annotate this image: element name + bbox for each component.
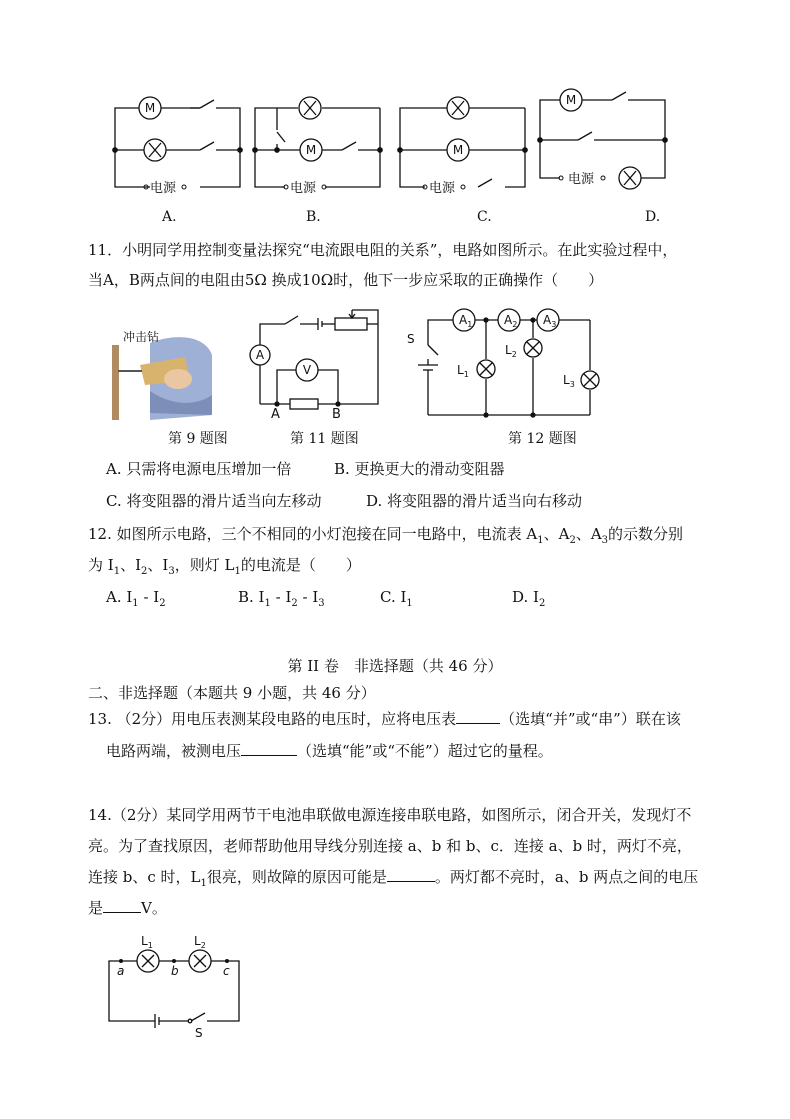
drill-label: 冲击钻 (123, 330, 160, 344)
fig9-caption: 第 9 题图 (168, 431, 228, 447)
svg-text:L1: $L_1$ (141, 934, 153, 950)
fig11-voltmeter-label: V (302, 363, 312, 377)
ammeter-a3-label: A (543, 313, 552, 327)
power-label: 电源 (429, 181, 456, 196)
svg-text:L3: $L_3$ (563, 373, 575, 389)
q14-line3: 连接 b、c 时，$L_1$很亮，则故障的原因可能是 。两灯都不亮时，a、b 两点之间的电压 (88, 868, 699, 889)
q14-line4: 是 V。 (88, 899, 167, 917)
answer-blank[interactable] (241, 741, 297, 756)
q12-stem-line2: 为 $I_1$、$I_2$、$I_3$，则灯 $L_1$的电流是（ ） (88, 556, 361, 577)
point-a-label: a (117, 964, 125, 978)
switch-s-label: S (195, 1026, 203, 1040)
power-label: 电源 (150, 181, 177, 196)
q12-stem-line1: 12. 如图所示电路，三个不相同的小灯泡接在同一电路中，电流表 $A_1$、$A_2$、$A_3$的示数分别 (88, 525, 684, 546)
q13-line2: 电路两端，被测电压 （选填“能”或“不能”）超过它的量程。 (106, 742, 553, 760)
q11-option-d: D. 将变阻器的滑片适当向右移动 (366, 492, 583, 510)
point-b-label: b (171, 964, 179, 978)
circuit-option-c (398, 97, 527, 187)
ammeter-a2-label: A (504, 313, 513, 327)
svg-text:A3: $A_3$ (543, 313, 557, 329)
svg-text:L2: $L_2$ (194, 934, 206, 950)
circuit-option-d (538, 89, 667, 189)
svg-text:L2: $L_2$ (505, 343, 517, 359)
power-label: 电源 (290, 181, 317, 196)
power-label: 电源 (568, 172, 595, 187)
option-d-label: D. (645, 209, 661, 225)
q13-line1: 13. （2分）用电压表测某段电路的电压时，应将电压表 （选填“并”或“串”）联在该 (88, 710, 681, 728)
option-c-label: C. (477, 209, 492, 225)
fig11-ammeter-label: A (255, 348, 265, 362)
lamp-l1-label: L (141, 934, 148, 948)
motor-label: M (452, 143, 464, 157)
circuit-option-a (113, 97, 242, 187)
option-a-label: A. (162, 209, 177, 225)
fig11-circuit (250, 310, 378, 409)
svg-text:A1: $A_1$ (459, 313, 473, 329)
point-c-label: c (223, 964, 230, 978)
q12-option-c: C. $I_1$ (380, 588, 413, 609)
lamp-l3-label: L (563, 373, 570, 387)
lamp-l1-label: L (457, 363, 464, 377)
fig12-switch-label: S (407, 332, 415, 346)
motor-label: M (305, 143, 317, 157)
lamp-l2-label: L (505, 343, 512, 357)
fig11-point-b: B (332, 407, 341, 422)
impact-drill-image (112, 337, 212, 420)
section-subtitle: 二、非选择题（本题共 9 小题，共 46 分） (88, 684, 376, 702)
q14-line1: 14.（2分）某同学用两节干电池串联做电源连接串联电路，如图所示，闭合开关，发现灯不 (88, 806, 692, 824)
motor-label: M (144, 101, 156, 115)
motor-label: M (565, 93, 577, 107)
q11-stem-line1: 11．小明同学用控制变量法探究“电流跟电阻的关系”，电路如图所示。在此实验过程中， (88, 241, 678, 259)
q11-option-b: B. 更换更大的滑动变阻器 (334, 460, 505, 478)
answer-blank[interactable] (456, 709, 500, 724)
answer-blank[interactable] (387, 867, 435, 882)
ammeter-a1-label: A (459, 313, 468, 327)
q11-stem-line2: 当A，B两点间的电阻由5Ω 换成10Ω时，他下一步应采取的正确操作（ ） (88, 271, 604, 289)
q11-option-a: A. 只需将电源电压增加一倍 (106, 460, 292, 478)
q12-option-d: D. $I_2$ (512, 588, 546, 609)
q12-option-b: B. $I_1 - I_2 - I_3$ (238, 588, 325, 609)
lamp-l2-label: L (194, 934, 201, 948)
svg-text:L1: $L_1$ (457, 363, 469, 379)
option-b-label: B. (306, 209, 321, 225)
fig11-point-a: A (271, 407, 280, 422)
q10-circuits-figure (0, 80, 790, 230)
svg-text:A2: $A_2$ (504, 313, 518, 329)
circuit-option-b (253, 97, 382, 187)
fig12-caption: 第 12 题图 (508, 431, 577, 447)
section-title: 第 II 卷 非选择题（共 46 分） (287, 657, 503, 675)
q12-option-a: A. $I_1 - I_2$ (106, 588, 166, 609)
q14-line2: 亮。为了查找原因，老师帮助他用导线分别连接 a、b 和 b、c．连接 a、b 时，两灯不亮， (88, 837, 692, 855)
figures-row (0, 295, 790, 455)
fig11-caption: 第 11 题图 (290, 431, 359, 447)
q11-option-c: C. 将变阻器的滑片适当向左移动 (106, 492, 322, 510)
q14-circuit-figure (95, 930, 255, 1040)
answer-blank[interactable] (103, 898, 141, 913)
